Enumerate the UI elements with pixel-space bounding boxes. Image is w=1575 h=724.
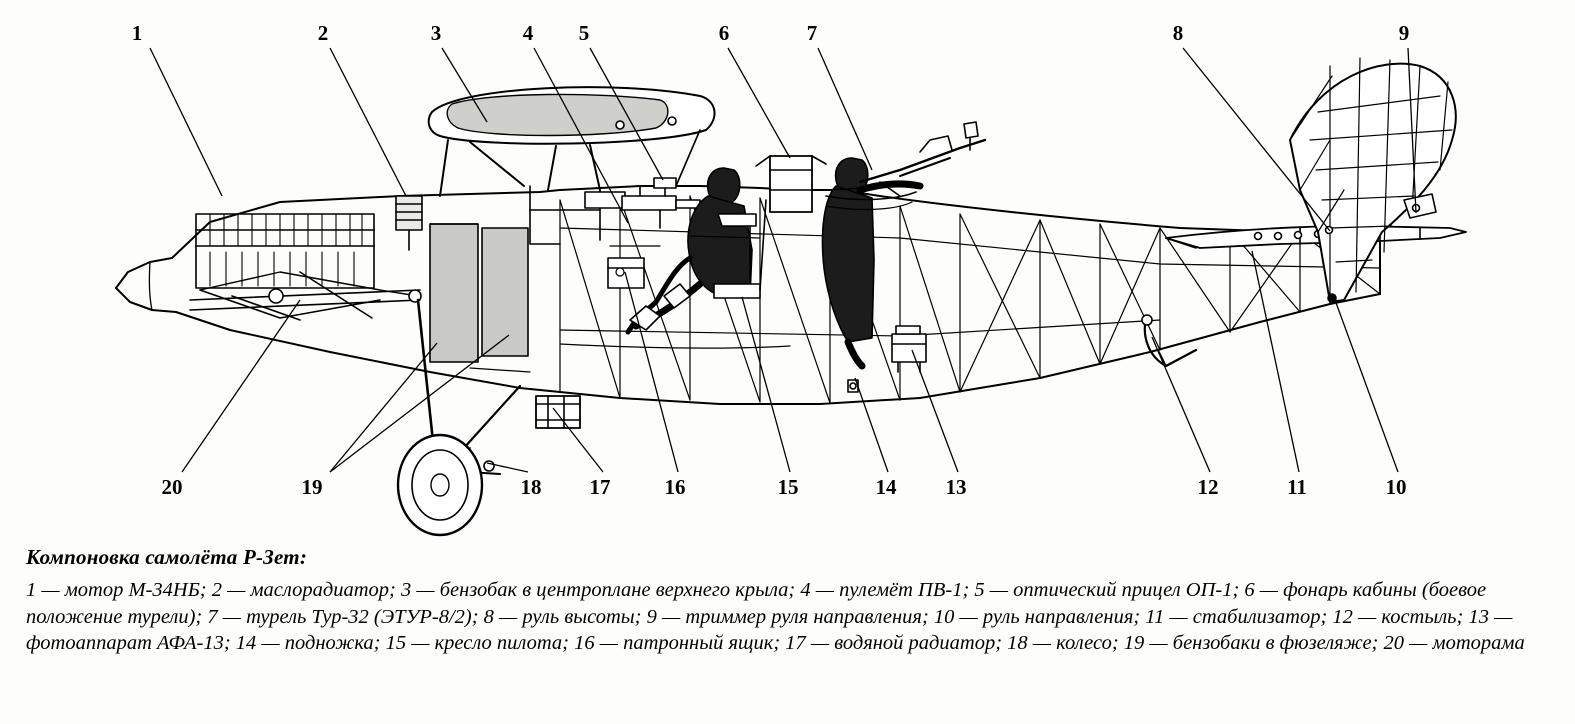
callout-5: 5 [578, 21, 590, 45]
callout-14: 14 [875, 475, 897, 499]
callout-13: 13 [945, 475, 967, 499]
machine-gun-pv1 [622, 186, 700, 228]
caption-legend-text: 1 — мотор М-34НБ; 2 — маслорадиатор; 3 — бензобак в центроплане верхнего крыла; 4 — пулемёт ПВ-1; 5 — оптический прицел ОП-1; 6 — фонарь кабины (боевое положение турели); 7 — турель Тур-32 (ЭТУР-8/2); 8 — руль высоты; 9 — триммер руля направления; 10 — руль направления; 11 — стабилизатор; 12 — костыль; 13 — фотоаппарат АФА-13; 14 — подножка; 15 — кресло пилота; 16 — патронный ящик; 17 — водяной радиатор; 18 — колесо; 19 — бензобаки в фюзеляже; 20 — моторама [26, 579, 1525, 655]
callout-16: 16 [664, 475, 686, 499]
canopy-frame [770, 156, 812, 212]
cockpit-structure [530, 156, 826, 244]
camera-afa13 [892, 326, 926, 372]
engine-m34nb [190, 214, 421, 320]
callout-11: 11 [1287, 475, 1307, 499]
callout-18: 18 [520, 475, 542, 499]
callout-20: 20 [161, 475, 183, 499]
oil-radiator [396, 196, 422, 250]
callout-7: 7 [806, 21, 818, 45]
callout-1: 1 [131, 21, 143, 45]
tailskid [1142, 315, 1196, 366]
optical-sight-op1 [654, 178, 676, 196]
fin-and-rudder [1290, 58, 1456, 302]
callout-numbers [132, 21, 1410, 499]
callout-9: 9 [1398, 21, 1410, 45]
water-radiator [536, 396, 580, 428]
ammo-box [608, 258, 644, 288]
callout-6: 6 [718, 21, 730, 45]
fuselage-fuel-tanks [430, 224, 528, 362]
caption-title: Компоновка самолёта Р-Зет: [26, 545, 308, 569]
caption-block [26, 545, 1556, 657]
callout-19: 19 [301, 475, 323, 499]
callout-10: 10 [1385, 475, 1407, 499]
callout-12: 12 [1197, 475, 1219, 499]
callout-leaders [150, 48, 1416, 472]
callout-2: 2 [317, 21, 329, 45]
callout-8: 8 [1172, 21, 1184, 45]
callout-4: 4 [522, 21, 534, 45]
callout-3: 3 [430, 21, 442, 45]
callout-17: 17 [589, 475, 611, 499]
callout-15: 15 [777, 475, 799, 499]
